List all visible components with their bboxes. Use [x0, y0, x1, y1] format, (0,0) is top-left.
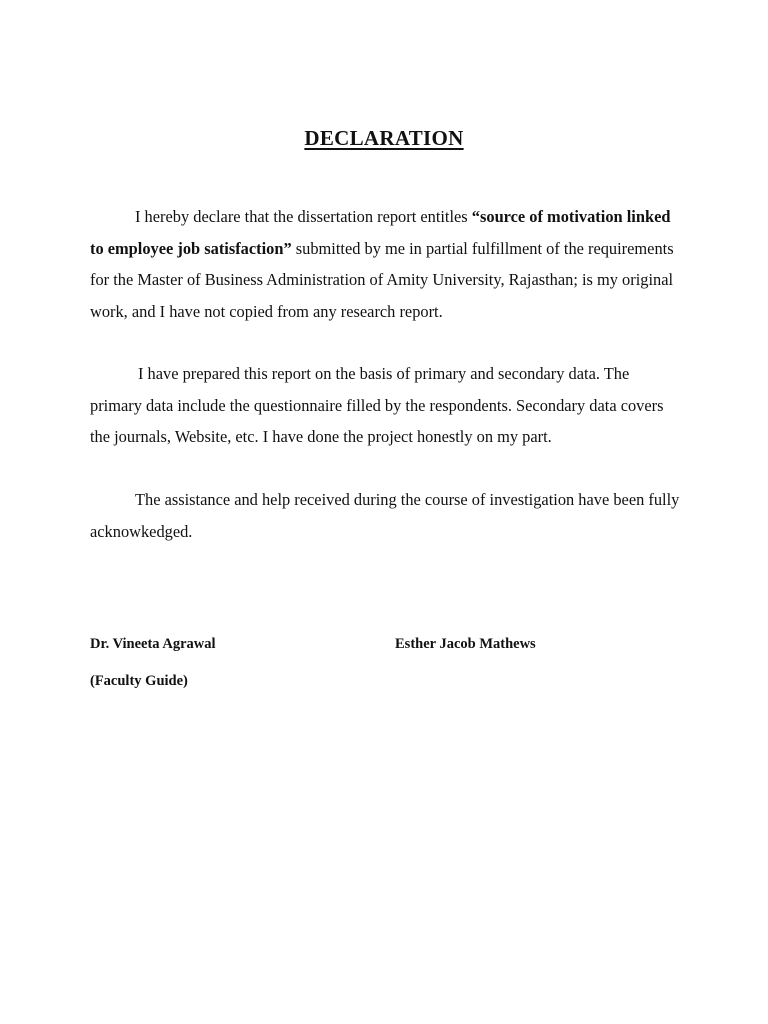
page-title: DECLARATION	[304, 126, 464, 150]
paragraph-1-rest: submitted by me in partial fulfillment of the requirements for the Master of Business Administration of Amity University, Rajasthan; is my original work, and I have not copied from any research report.	[90, 238, 674, 321]
student-name: Esther Jacob Mathews	[395, 636, 536, 652]
declaration-paragraph-2: I have prepared this report on the basis of primary and secondary data. The primary data include the questionnaire filled by the respondents. Secondary data covers the journals, Website, etc. I have done the project honestly on my part.	[90, 364, 664, 446]
report-title-bold: “source of motivation linked to employee job satisfaction”	[90, 207, 671, 258]
faculty-guide-role: (Faculty Guide)	[90, 673, 188, 689]
paragraph-1-intro: I hereby declare that the dissertation report entitles	[135, 207, 472, 226]
declaration-paragraph-1	[90, 201, 680, 327]
declaration-paragraph-3: The assistance and help received during the course of investigation have been fully acknowkedged.	[90, 490, 680, 541]
faculty-guide-name: Dr. Vineeta Agrawal	[90, 636, 216, 652]
